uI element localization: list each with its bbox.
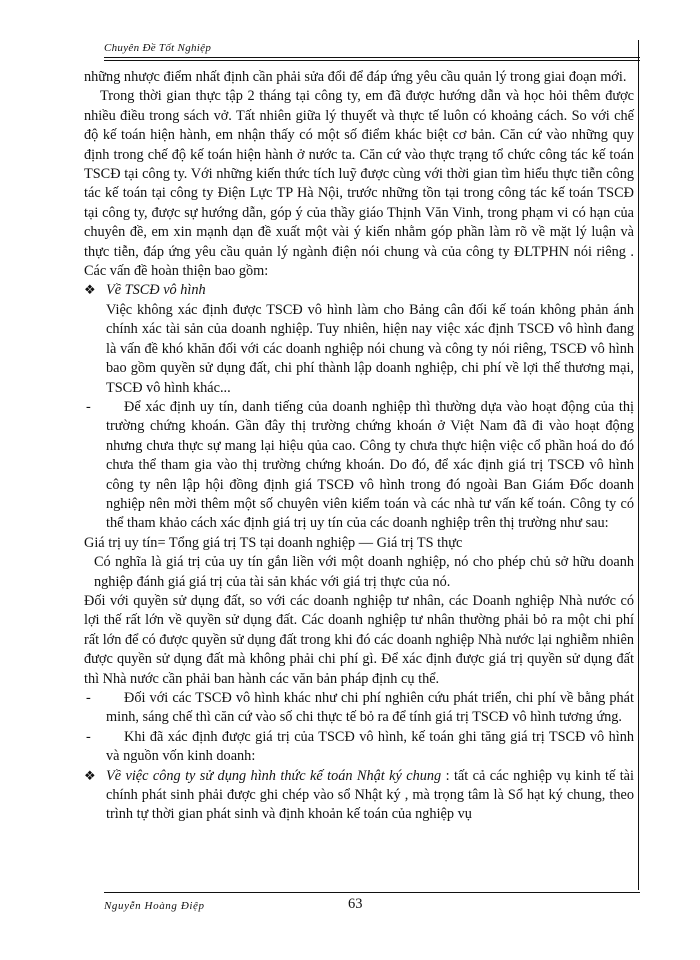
paragraph-meaning: Có nghĩa là giá trị của uy tín gắn liền với một doanh nghiệp, nó cho phép chủ sở hữu doanh nghiệp đánh giá giá trị của tài sản khác với giá trị thực của nó. xyxy=(94,554,634,590)
dash-bullet-icon: - xyxy=(86,728,91,745)
page-number: 63 xyxy=(348,896,363,912)
page-header xyxy=(104,40,640,60)
list-item-other-intangible xyxy=(84,689,634,728)
diamond-bullet-icon: ❖ xyxy=(84,768,96,784)
section-general-journal xyxy=(84,767,634,825)
document-body xyxy=(84,68,634,825)
header-title: Chuyên Đề Tốt Nghiệp xyxy=(104,42,212,54)
header-rule xyxy=(104,57,640,58)
paragraph-intro: những nhược điểm nhất định cần phải sửa đổi để đáp ứng yêu cầu quản lý trong giai đoạn mới. xyxy=(84,69,627,85)
footer-author: Nguyễn Hoàng Điệp xyxy=(104,900,205,912)
heading-text: Về việc công ty sử dụng hình thức kế toán Nhật ký chung xyxy=(106,767,442,784)
formula-line: Giá trị uy tín= Tổng giá trị TS tại doanh nghiệp — Giá trị TS thực xyxy=(84,534,463,551)
list-item-recording xyxy=(84,728,634,767)
section-heading-intangible-assets xyxy=(84,281,634,300)
dash-bullet-icon: - xyxy=(86,398,91,415)
list-item-reputation xyxy=(84,398,634,534)
page-footer xyxy=(104,892,640,916)
dash-bullet-icon: - xyxy=(86,690,91,706)
section-text: : tất cả các nghiệp vụ kinh tế tài chính phát sinh phải được ghi chép vào sổ Nhật ký , mà trọng tâm là Sổ hạt ký chung, theo trình tự thời gian phát sinh và định khoản kế toán của nghiệp vụ xyxy=(106,767,634,823)
paragraph-land-use-rights: Đối với quyền sử dụng đất, so với các doanh nghiệp tư nhân, các Doanh nghiệp Nhà nước có lợi thế rất lớn về quyền sử dụng đất. Các doanh nghiệp tư nhân thường phải bỏ ra một chi phí rất lớn để có được quyền sử dụng đất trong khi đó các doanh nghiệp Nhà nước lại nghiễm nhiên được quyền sử dụng đất mà không phải chi phí gì. Để xác định được giá trị quyền sử dụng đất thì Nhà nước cần phải ban hành các văn bản pháp định cụ thể. xyxy=(84,592,634,687)
list-item-text: Đối với các TSCĐ vô hình khác như chi phí nghiên cứu phát triển, chi phí về bằng phát minh, sáng chế thì căn cứ vào số chi thực tế bỏ ra để tính giá trị TSCĐ vô hình tương ứng. xyxy=(106,690,634,726)
header-rule-thin xyxy=(104,60,640,61)
list-item-text: Để xác định uy tín, danh tiếng của doanh nghiệp thì thường dựa vào hoạt động của thị trường chứng khoán. Gần đây thị trường chứng khoán ở Việt Nam đã đi vào hoạt động nhưng chưa thực sự mang lại hiệu qủa cao. Công ty chưa thực hiện việc cổ phần hoá do đó chưa thể tham gia vào thị trường chứng khoán. Do đó, để xác định giá trị TSCĐ vô hình công ty nên lập hội đồng định giá TSCĐ vô hình trong đó ngoài Ban Giám Đốc doanh nghiệp nên mời thêm một số chuyên viên kiểm toán và các nhà tư vấn kế toán. Công ty có thể tham khảo cách xác định giá trị uy tín của các doanh nghiệp trên thị trường như sau: xyxy=(106,398,634,532)
footer-rule xyxy=(104,892,640,893)
paragraph-intangible-assets: Việc không xác định được TSCĐ vô hình làm cho Bảng cân đối kế toán không phản ánh chính xác tài sản của doanh nghiệp. Tuy nhiên, hiện nay việc xác định TSCĐ vô hình đang là vấn đề khó khăn đối với các doanh nghiệp nói chung và công ty nói riêng, TSCĐ vô hình bao gồm quyền sử dụng đất, chi phí thành lập doanh nghiệp, chi phí về lợi thế thương mại, TSCĐ vô hình khác... xyxy=(106,301,634,396)
page-border-right xyxy=(638,40,639,890)
paragraph-internship: Trong thời gian thực tập 2 tháng tại công ty, em đã được hướng dẫn và học hỏi thêm được nhiều điều trong sách vở. Tất nhiên giữa lý thuyết và thực tế luôn có khoảng cách. So với chế độ kế toán hiện hành, em nhận thấy có một số điểm khác biệt cơ bản. Căn cứ vào những quy định trong chế độ kế toán hiện hành ở nước ta. Căn cứ vào thực trạng tổ chức công tác kế toán TSCĐ tại công ty. Với những kiến thức tích luỹ được cùng với thời gian tìm hiểu thực tiễn công tác kế toán tại công ty Điện Lực TP Hà Nội, trước những tồn tại trong công tác kế toán TSCĐ tại công ty, được sự hướng dẫn, góp ý của thầy giáo Thịnh Văn Vinh, trong phạm vi có hạn của chuyên đề, em xin mạnh dạn đề xuất một vài ý kiến nhằm góp phần làm rõ về mặt lý luận và thực tiễn, đáp ứng yêu cầu quản lý ngành điện nói chung và của công ty ĐLTPHN nói riêng . Các vấn đề hoàn thiện bao gồm: xyxy=(84,88,634,280)
diamond-bullet-icon: ❖ xyxy=(84,283,96,299)
list-item-text: Khi đã xác định được giá trị của TSCĐ vô hình, kế toán ghi tăng giá trị TSCĐ vô hình và nguồn vốn kinh doanh: xyxy=(106,728,634,765)
heading-text: Về TSCĐ vô hình xyxy=(106,282,206,299)
